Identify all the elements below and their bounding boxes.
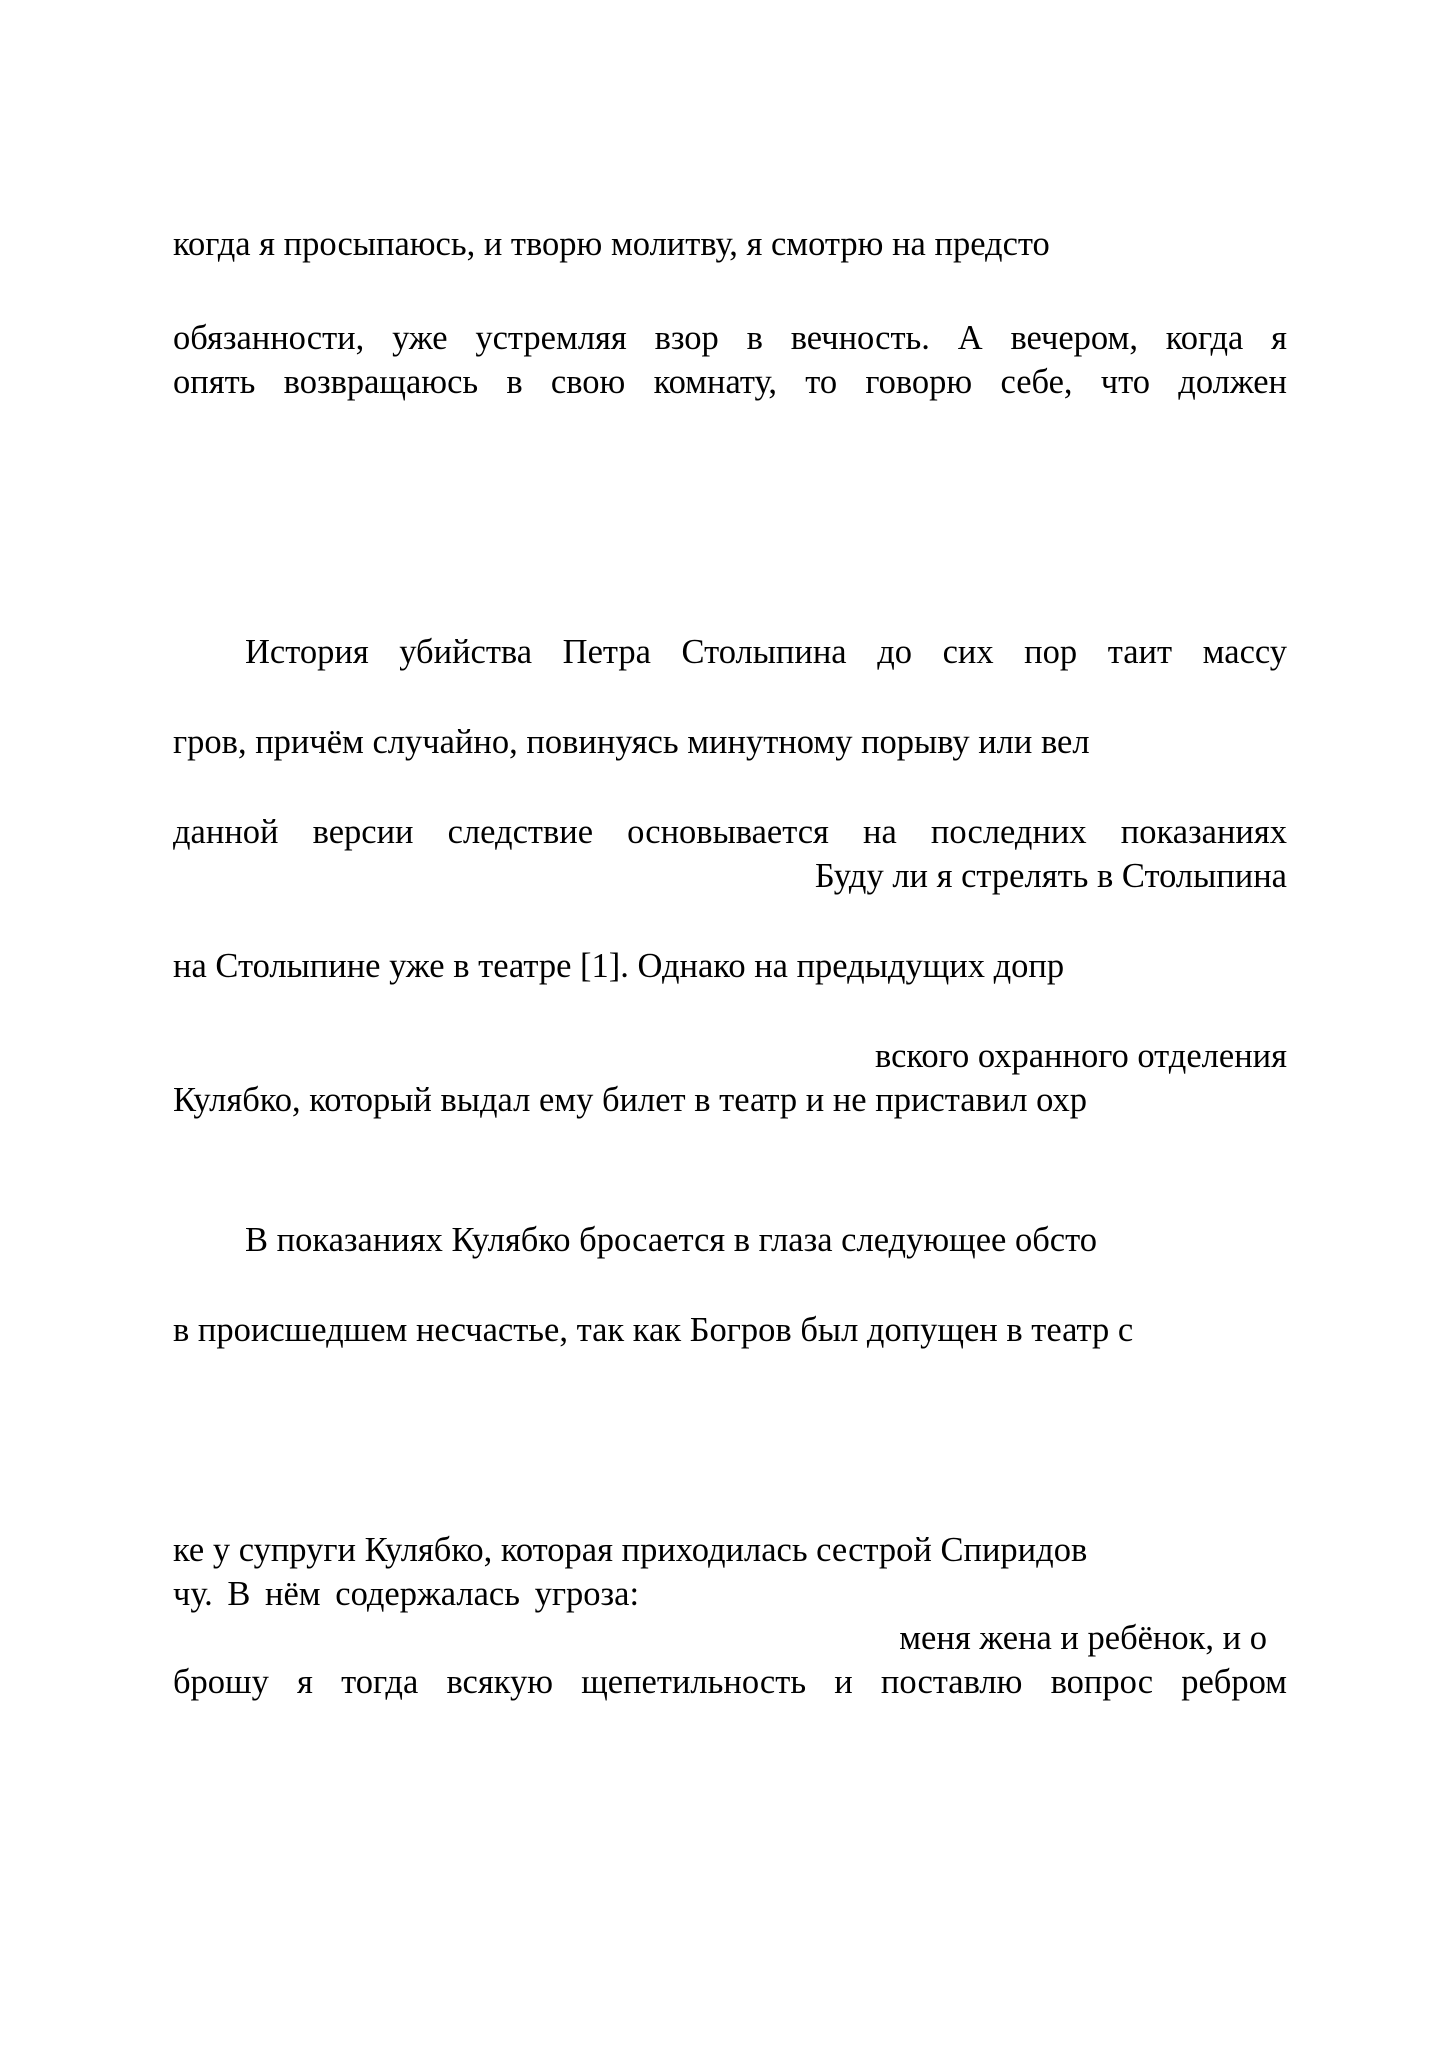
text-line-with-footnote: на Столыпине уже в театре [1]. Однако на предыдущих допр bbox=[173, 947, 1065, 985]
text-line-1: когда я просыпаюсь, и творю молитву, я смотрю на предсто bbox=[173, 225, 1050, 263]
paragraph-start-line-2: В показаниях Кулябко бросается в глаза следующее обсто bbox=[245, 1221, 1097, 1259]
text-line-10: Кулябко, который выдал ему билет в театр и не приставил охр bbox=[173, 1081, 1088, 1119]
text-line-13: ке у супруги Кулябко, которая приходилась сестрой Спиридов bbox=[173, 1531, 1088, 1569]
text-line-3: опять возвращаюсь в свою комнату, то говорю себе, что должен bbox=[173, 363, 1287, 401]
text-line-15: меня жена и ребёнок, и о bbox=[899, 1619, 1267, 1657]
text-line-14: чу. В нём содержалась угроза: bbox=[173, 1575, 640, 1613]
text-line-2: обязанности, уже устремляя взор в вечность. А вечером, когда я bbox=[173, 319, 1287, 357]
text-line-12: в происшедшем несчастье, так как Богров был допущен в театр с bbox=[173, 1311, 1134, 1349]
text-line-9: вского охранного отделения bbox=[875, 1037, 1287, 1075]
quote-line: Буду ли я стрелять в Столыпина bbox=[814, 857, 1287, 895]
text-line-5: гров, причём случайно, повинуясь минутному порыву или вел bbox=[173, 723, 1090, 761]
text-line-6: данной версии следствие основывается на последних показаниях bbox=[173, 813, 1287, 851]
paragraph-start-line: История убийства Петра Столыпина до сих пор таит массу bbox=[245, 633, 1287, 671]
text-line-16: брошу я тогда всякую щепетильность и поставлю вопрос ребром bbox=[173, 1663, 1287, 1701]
